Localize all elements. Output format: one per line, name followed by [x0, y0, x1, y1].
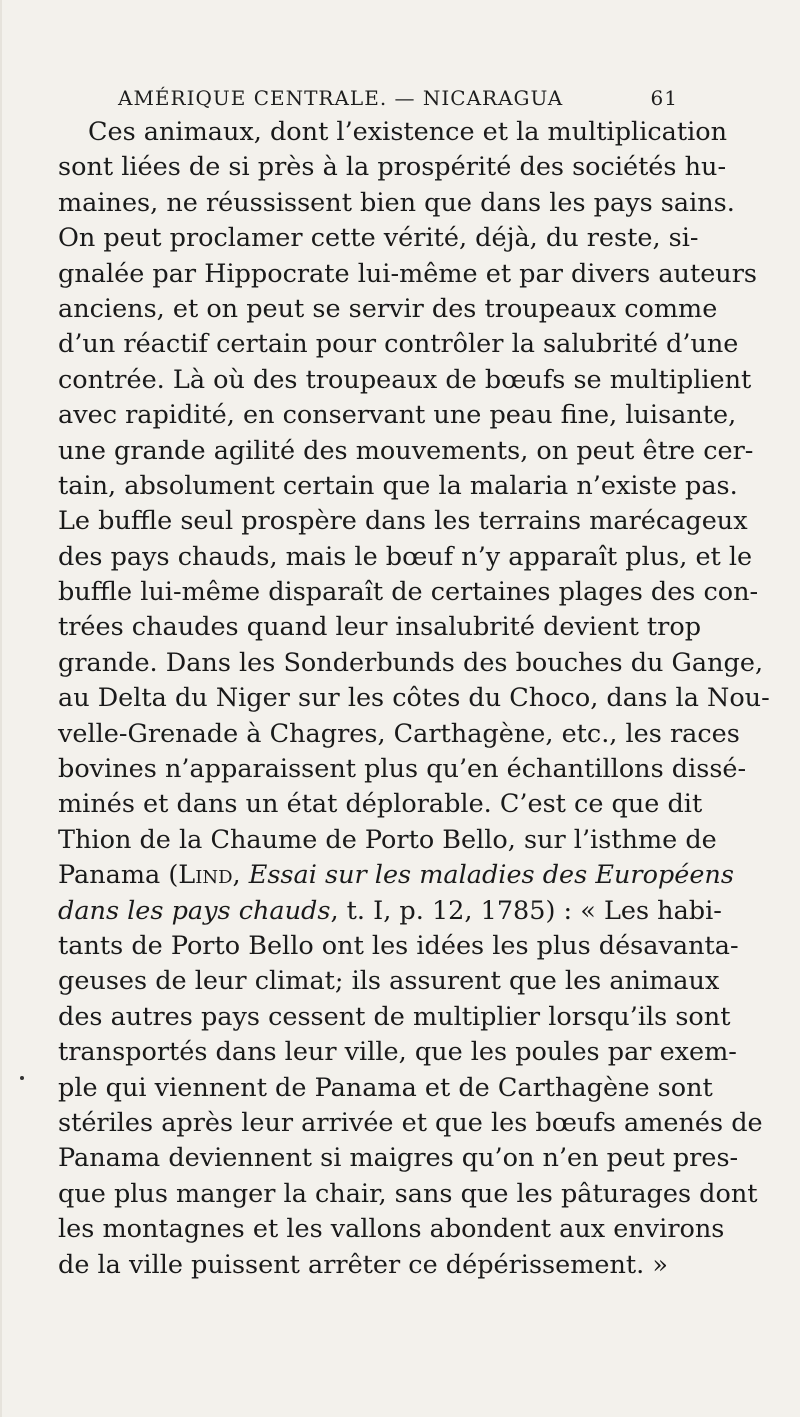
text-line: que plus manger la chair, sans que les pâturages dont — [58, 1178, 758, 1209]
page-edge-shadow — [0, 0, 2, 1417]
text-line: avec rapidité, en conservant une peau fine, luisante, — [58, 400, 737, 431]
text-line: geuses de leur climat; ils assurent que les animaux — [58, 966, 720, 997]
citation-work-part1: Essai sur les maladies des Européens — [248, 860, 734, 891]
text-line: Panama deviennent si maigres qu’on n’en peut pres- — [58, 1143, 739, 1174]
text-line: contrée. Là où des troupeaux de bœufs se multiplient — [58, 364, 752, 395]
text-line: au Delta du Niger sur les côtes du Choco, dans la Nou- — [58, 683, 770, 714]
text-line: des pays chauds, mais le bœuf n’y apparaît plus, et le — [58, 541, 753, 572]
citation-line-2 — [58, 894, 722, 929]
text-line: gnalée par Hippocrate lui-même et par divers auteurs — [58, 258, 758, 289]
running-head — [118, 86, 678, 114]
text-line: sont liées de si près à la prospérité des sociétés hu- — [58, 152, 727, 183]
citation-work-part2: dans les pays chauds — [58, 895, 331, 926]
text-line-last: de la ville puissent arrêter ce dépérissement. » — [58, 1249, 668, 1280]
text-line: buffle lui-même disparaît de certaines plages des con- — [58, 577, 759, 608]
running-head-title: AMÉRIQUE CENTRALE. — NICARAGUA — [118, 86, 564, 110]
text-line: les montagnes et les vallons abondent aux environs — [58, 1214, 725, 1245]
citation-author: Lind — [178, 860, 233, 891]
text-line: minés et dans un état déplorable. C’est ce que dit — [58, 789, 703, 820]
text-line: velle-Grenade à Chagres, Carthagène, etc., les races — [58, 718, 740, 749]
citation-tail: , t. I, p. 12, 1785) : « Les habi- — [330, 895, 722, 926]
body-text — [58, 115, 770, 1283]
margin-mark — [20, 1076, 24, 1080]
text-line: bovines n’apparaissent plus qu’en échantillons dissé- — [58, 754, 747, 785]
page-number: 61 — [650, 86, 678, 110]
text-line: tants de Porto Bello ont les idées les plus désavanta- — [58, 930, 739, 961]
text-line: une grande agilité des mouvements, on peut être cer- — [58, 435, 754, 466]
text-line: Ces animaux, dont l’existence et la multiplication — [88, 117, 728, 147]
text-line: stériles après leur arrivée et que les bœufs amenés de — [58, 1107, 763, 1138]
text-line: Le buffle seul prospère dans les terrains marécageux — [58, 506, 748, 537]
citation-line — [58, 858, 734, 893]
text-line: transportés dans leur ville, que les poules par exem- — [58, 1037, 737, 1068]
citation-lead: Panama ( — [58, 860, 179, 891]
text-line: tain, absolument certain que la malaria n’existe pas. — [58, 470, 738, 501]
text-line: On peut proclamer cette vérité, déjà, du reste, si- — [58, 223, 699, 254]
text-line: Thion de la Chaume de Porto Bello, sur l’isthme de — [58, 824, 717, 855]
text-line: grande. Dans les Sonderbunds des bouches du Gange, — [58, 647, 764, 678]
text-line: anciens, et on peut se servir des troupeaux comme — [58, 293, 718, 324]
text-line: des autres pays cessent de multiplier lorsqu’ils sont — [58, 1001, 731, 1032]
text-line: d’un réactif certain pour contrôler la salubrité d’une — [58, 329, 739, 360]
text-line: trées chaudes quand leur insalubrité devient trop — [58, 612, 702, 643]
citation-comma: , — [232, 860, 249, 891]
text-line: maines, ne réussissent bien que dans les pays sains. — [58, 187, 735, 218]
text-line: ple qui viennent de Panama et de Carthagène sont — [58, 1072, 713, 1103]
